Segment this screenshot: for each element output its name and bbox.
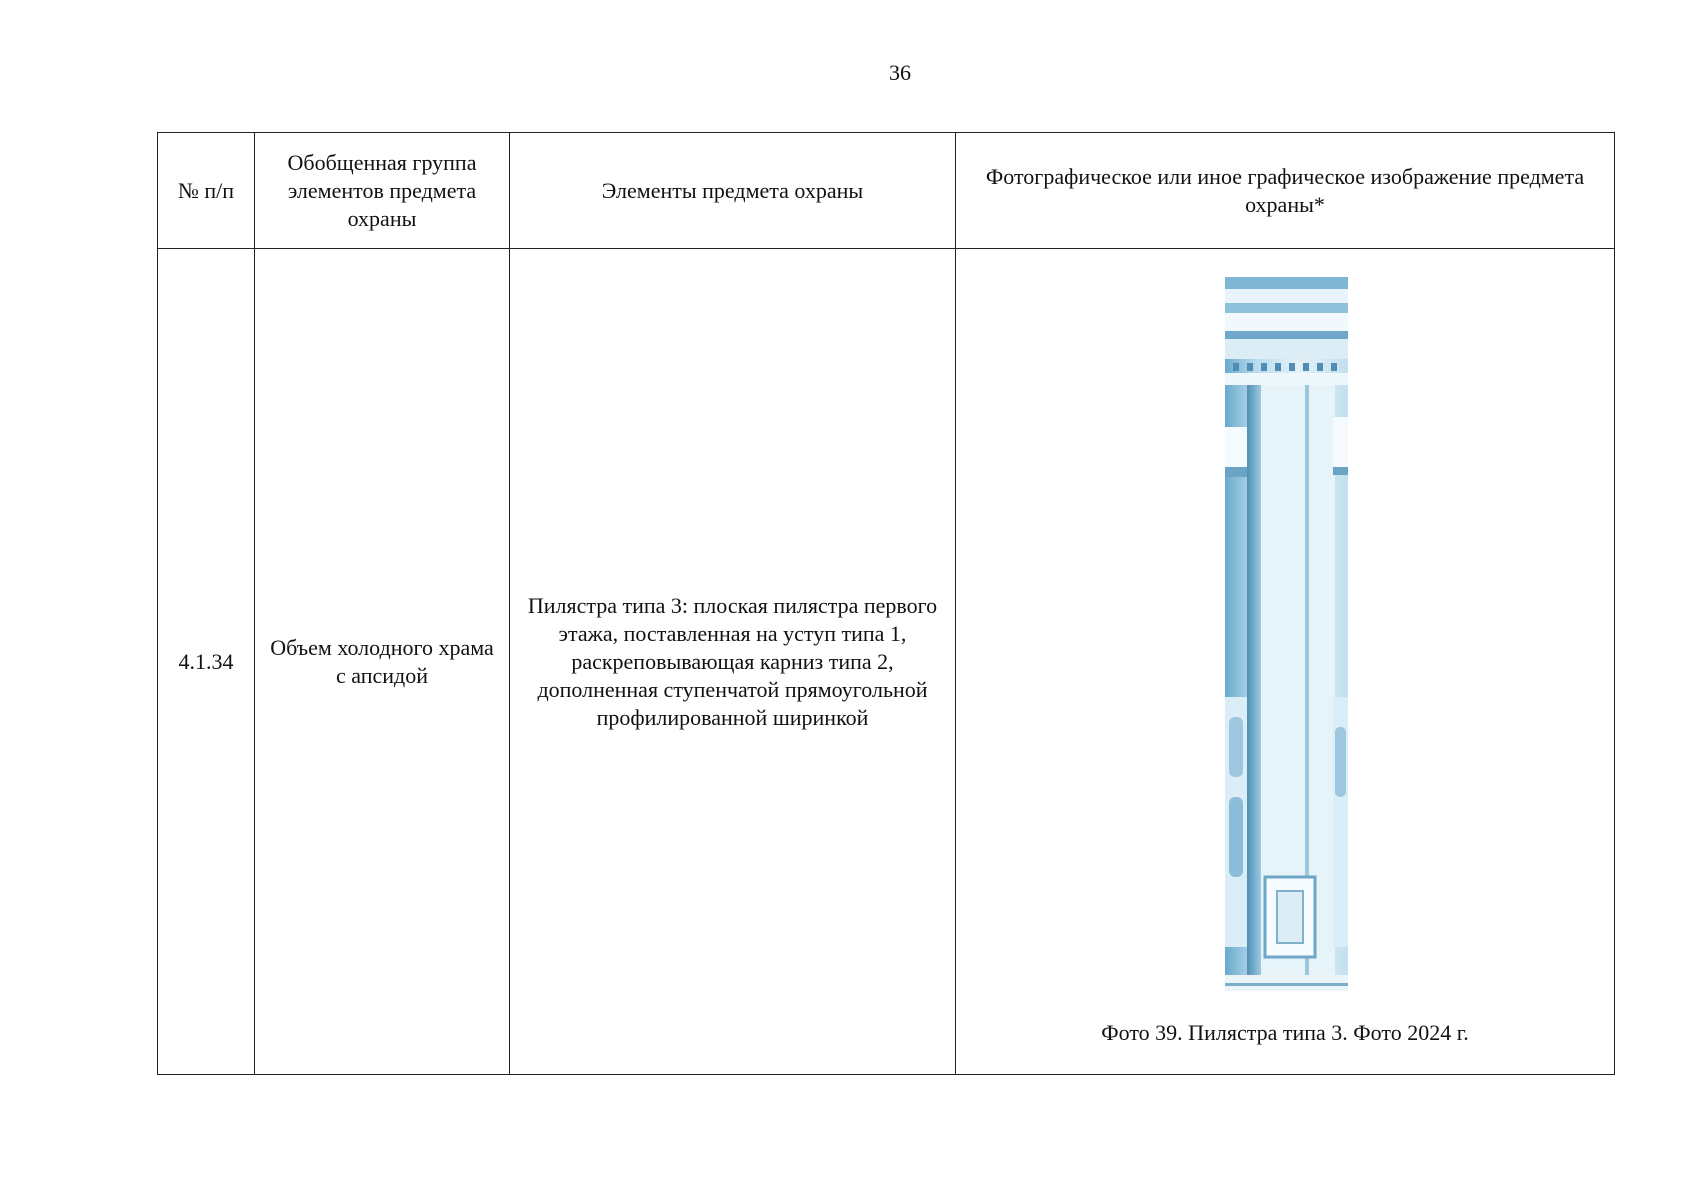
row-group: Объем холодного храма с апсидой	[255, 249, 510, 1075]
row-element: Пилястра типа 3: плоская пилястра первого этажа, поставленная на уступ типа 1, раскреповывающая карниз типа 2, дополненная ступенчатой прямоугольной профилированной ширинкой	[510, 249, 956, 1075]
header-group: Обобщенная группа элементов предмета охраны	[255, 133, 510, 249]
photo-caption: Фото 39. Пилястра типа 3. Фото 2024 г.	[1101, 1020, 1469, 1045]
page-number: 36	[889, 60, 911, 85]
table-header-row	[158, 133, 1615, 249]
table-row	[158, 249, 1615, 1075]
protection-subject-table	[157, 132, 1615, 1075]
row-photo-cell	[956, 249, 1615, 1075]
header-elements: Элементы предмета охраны	[510, 133, 956, 249]
row-number: 4.1.34	[158, 249, 255, 1075]
header-image: Фотографическое или иное графическое изображение предмета охраны*	[956, 133, 1615, 249]
header-number: № п/п	[158, 133, 255, 249]
pilaster-photo-image	[1225, 277, 1348, 991]
pilaster-photo	[1225, 277, 1348, 991]
